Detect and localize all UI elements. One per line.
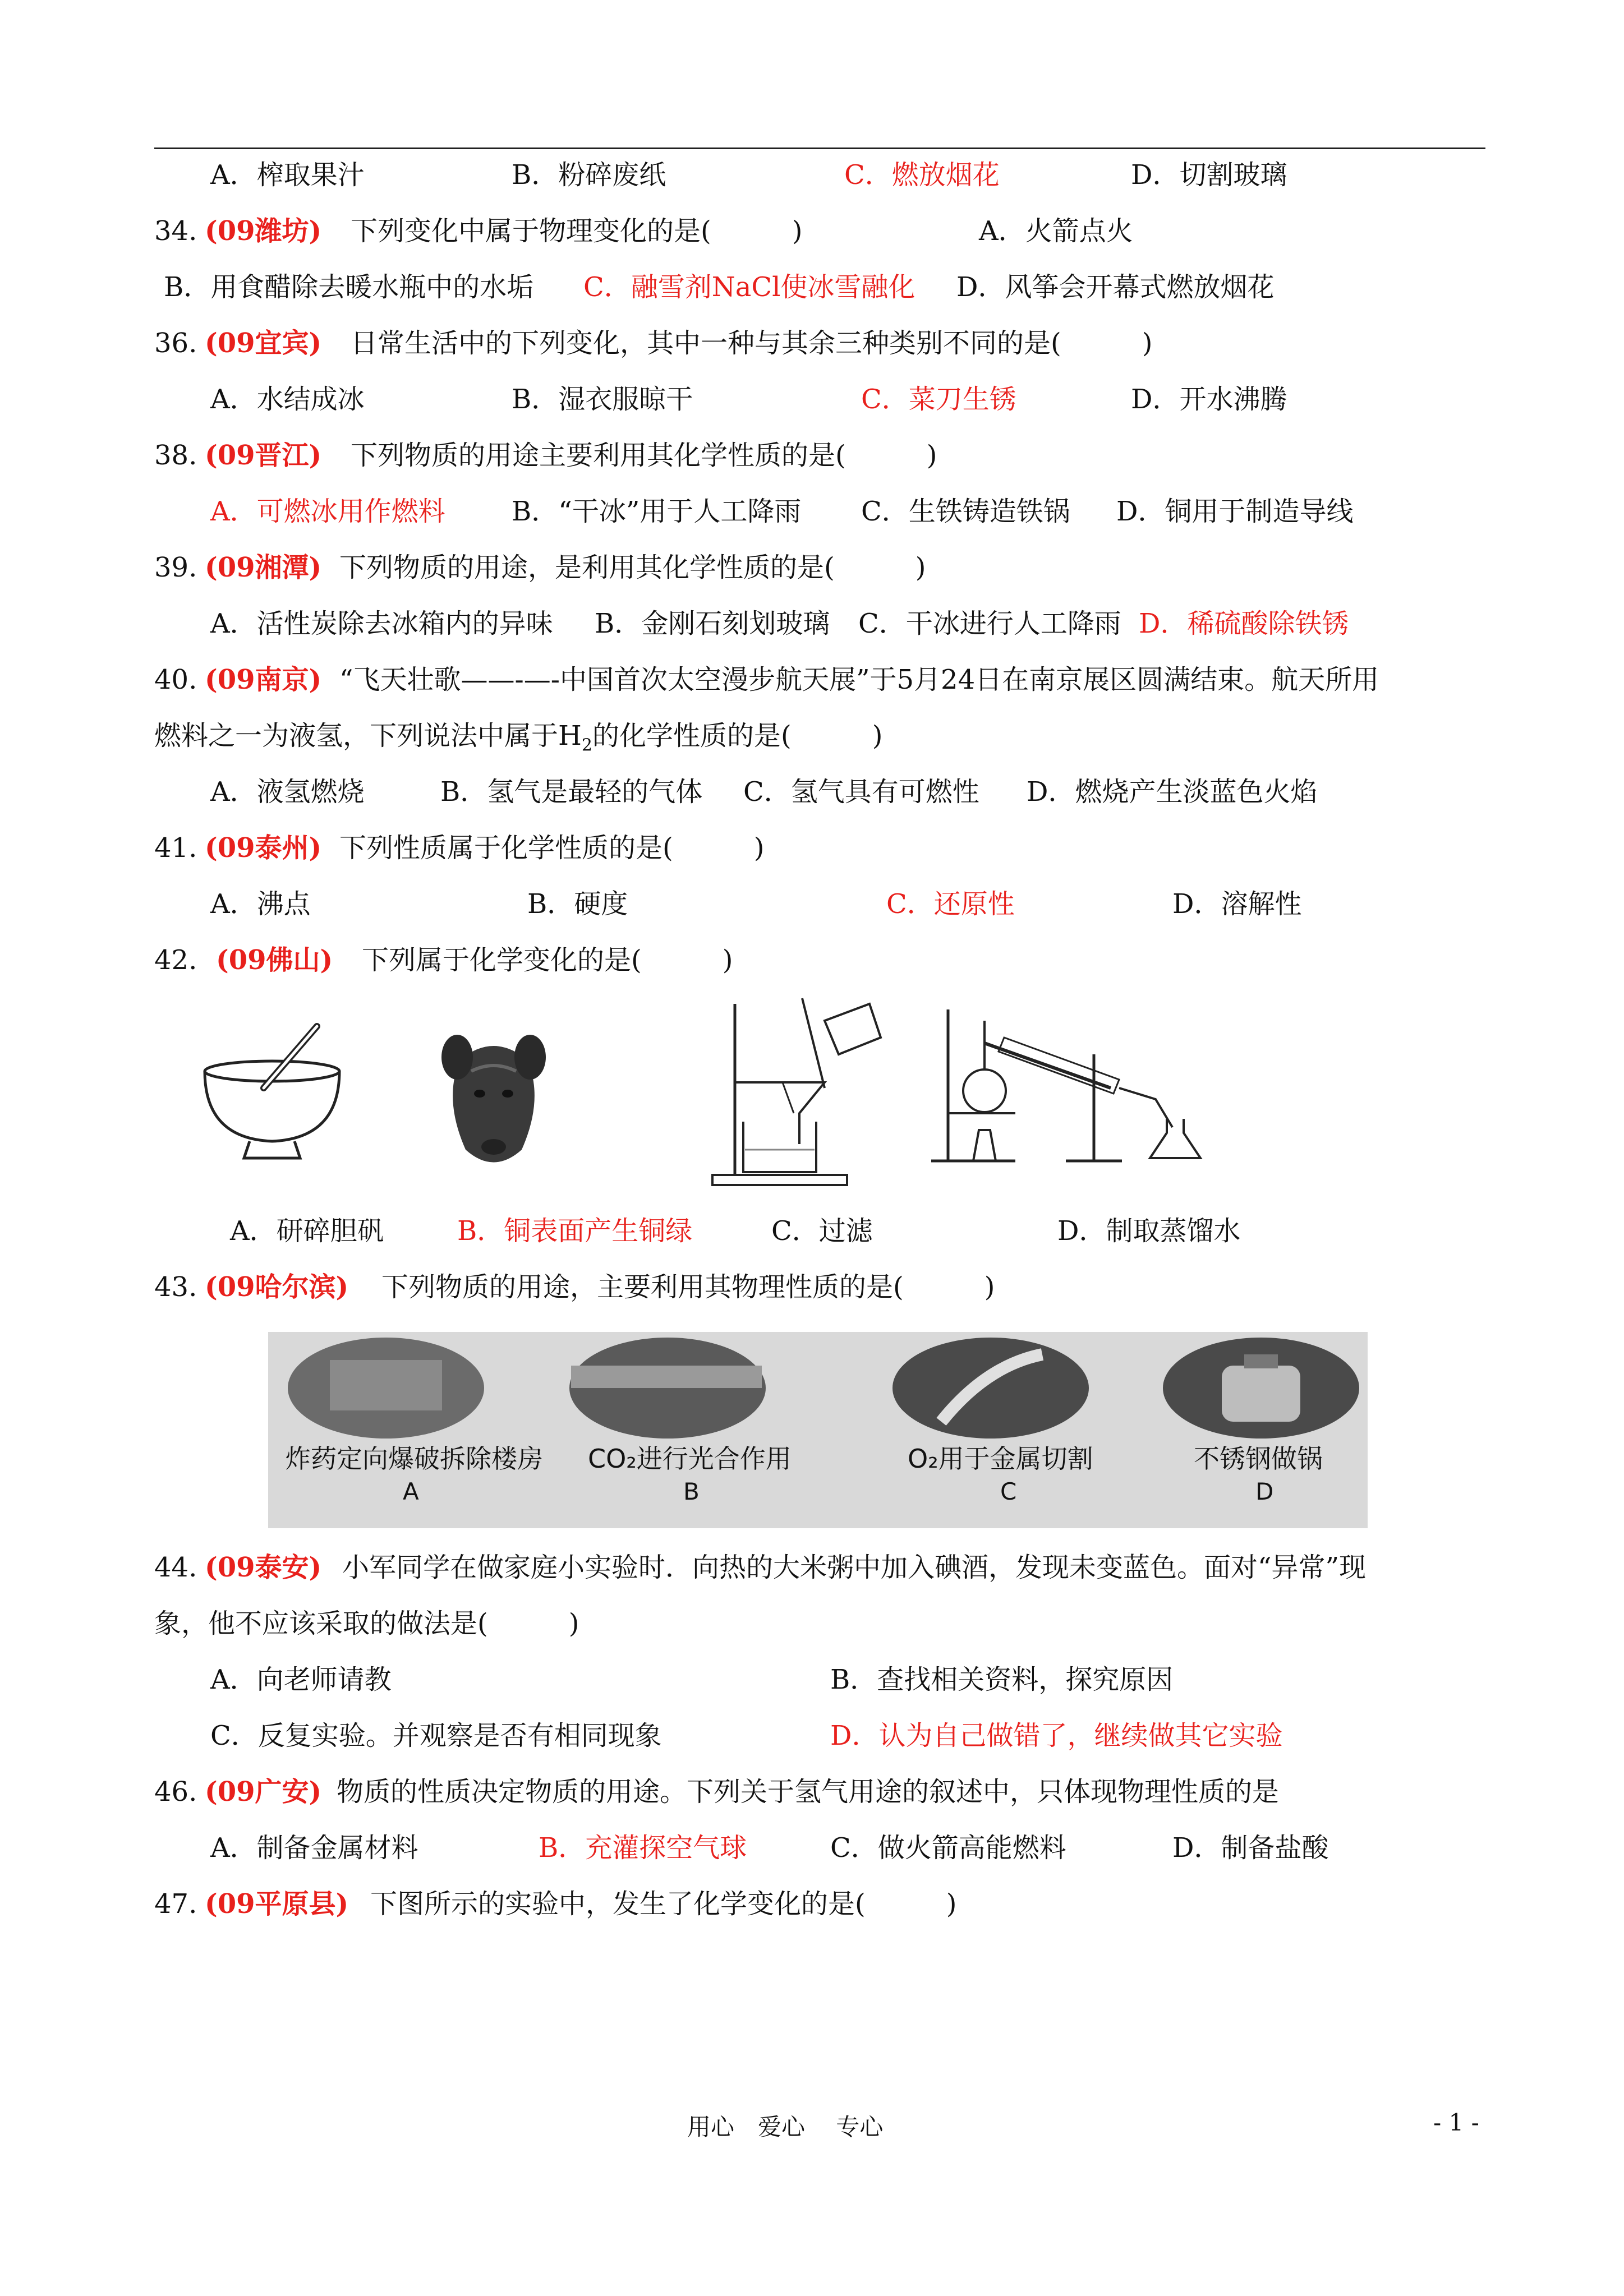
q46-option-b-answer: B．充灌探空气球 bbox=[539, 1832, 747, 1864]
q43-photo-panel bbox=[268, 1332, 1368, 1528]
q36-option-d: D．开水沸腾 bbox=[1131, 384, 1287, 415]
q39-number: 39. bbox=[154, 552, 197, 583]
q39-stem bbox=[0, 540, 1624, 596]
q43-number: 43. bbox=[154, 1271, 197, 1303]
q41-option-b: B．硬度 bbox=[527, 888, 628, 920]
q34-source: (09潍坊) bbox=[205, 215, 322, 247]
q34-question: 下列变化中属于物理变化的是( ) bbox=[351, 215, 803, 247]
q44-option-d-answer: D．认为自己做错了，继续做其它实验 bbox=[830, 1720, 1283, 1751]
q47-stem bbox=[0, 1876, 1624, 1932]
q38-option-a-answer: A．可燃冰用作燃料 bbox=[210, 496, 445, 527]
q44-stem-cont bbox=[0, 1596, 1624, 1652]
q44-question: 小军同学在做家庭小实验时．向热的大米粥中加入碘酒，发现未变蓝色。面对“异常”现 bbox=[342, 1552, 1367, 1583]
q41-question: 下列性质属于化学性质的是( ) bbox=[339, 832, 765, 864]
q43-caption-a: 炸药定向爆破拆除楼房 bbox=[285, 1444, 543, 1474]
q38-number: 38. bbox=[154, 440, 197, 471]
q44-option-c: C．反复实验。并观察是否有相同现象 bbox=[210, 1720, 662, 1751]
q46-question: 物质的性质决定物质的用途。下列关于氢气用途的叙述中，只体现物理性质的是 bbox=[337, 1776, 1280, 1808]
q41-option-d: D．溶解性 bbox=[1172, 888, 1302, 920]
q40-source: (09南京) bbox=[205, 664, 322, 695]
q33-option-d: D．切割玻璃 bbox=[1131, 159, 1287, 191]
filtration-figure bbox=[701, 981, 886, 1189]
q46-option-a: A．制备金属材料 bbox=[210, 1832, 418, 1864]
q43-source: (09哈尔滨) bbox=[205, 1271, 349, 1303]
q44-option-a: A．向老师请教 bbox=[210, 1664, 392, 1695]
q43-photo-ellipses bbox=[268, 1332, 1368, 1528]
q38-source: (09晋江) bbox=[205, 440, 322, 471]
q41-number: 41. bbox=[154, 832, 197, 864]
q46-stem bbox=[0, 1764, 1624, 1820]
q40-option-b: B．氢气是最轻的气体 bbox=[440, 776, 703, 808]
q38-question: 下列物质的用途主要利用其化学性质的是( ) bbox=[351, 440, 937, 471]
q42-stem bbox=[0, 932, 1624, 988]
q44-option-b: B．查找相关资料，探究原因 bbox=[830, 1664, 1174, 1695]
q42-option-b-answer: B．铜表面产生铜绿 bbox=[457, 1215, 693, 1247]
q39-option-d-answer: D．稀硫酸除铁锈 bbox=[1139, 608, 1349, 639]
q42-question: 下列属于化学变化的是( ) bbox=[362, 944, 733, 976]
q44-options-row2 bbox=[0, 1708, 1624, 1764]
q36-stem bbox=[0, 315, 1624, 371]
q34-stem bbox=[0, 203, 1624, 259]
q47-number: 47. bbox=[154, 1888, 197, 1920]
q41-option-c-answer: C．还原性 bbox=[886, 888, 1015, 920]
q36-source: (09宜宾) bbox=[205, 328, 322, 359]
q43-letter-c: C bbox=[1000, 1478, 1017, 1505]
q34-option-d: D．风筝会开幕式燃放烟花 bbox=[956, 271, 1275, 303]
q34-option-a: A．火箭点火 bbox=[979, 215, 1133, 247]
q38-options bbox=[0, 483, 1624, 540]
q36-option-a: A．水结成冰 bbox=[210, 384, 365, 415]
q47-question: 下图所示的实验中，发生了化学变化的是( ) bbox=[370, 1888, 957, 1920]
q44-stem bbox=[0, 1539, 1624, 1596]
q40-stem-cont bbox=[0, 708, 1624, 764]
q42-number: 42. bbox=[154, 944, 197, 976]
q43-caption-d: 不锈钢做锅 bbox=[1194, 1444, 1323, 1474]
q39-question: 下列物质的用途，是利用其化学性质的是( ) bbox=[339, 552, 926, 583]
q40-question: “飞天壮歌——-—-中国首次太空漫步航天展”于5月24日在南京展区圆满结束。航天所用 bbox=[339, 664, 1379, 695]
q41-option-a: A．沸点 bbox=[210, 888, 311, 920]
q36-options bbox=[0, 371, 1624, 427]
q47-source: (09平原县) bbox=[205, 1888, 349, 1920]
q33-option-a: A．榨取果汁 bbox=[210, 159, 365, 191]
q41-stem bbox=[0, 820, 1624, 876]
q40-options bbox=[0, 764, 1624, 820]
copper-head-figure bbox=[438, 1026, 550, 1178]
q39-option-a: A．活性炭除去冰箱内的异味 bbox=[210, 608, 553, 639]
q41-source: (09泰州) bbox=[205, 832, 322, 864]
q42-option-c: C．过滤 bbox=[771, 1215, 873, 1247]
q34-options bbox=[0, 259, 1624, 315]
q40-option-a: A．液氢燃烧 bbox=[210, 776, 365, 808]
q33-option-c-answer: C．燃放烟花 bbox=[844, 159, 1000, 191]
q34-option-b: B．用食醋除去暖水瓶中的水垢 bbox=[164, 271, 534, 303]
q38-option-d: D．铜用于制造导线 bbox=[1116, 496, 1354, 527]
q36-question: 日常生活中的下列变化，其中一种与其余三种类别不同的是( ) bbox=[351, 328, 1153, 359]
q36-option-b: B．湿衣服晾干 bbox=[512, 384, 693, 415]
q46-option-d: D．制备盐酸 bbox=[1172, 1832, 1329, 1864]
q40-number: 40. bbox=[154, 664, 197, 695]
q46-option-c: C．做火箭高能燃料 bbox=[830, 1832, 1066, 1864]
q40-option-d: D．燃烧产生淡蓝色火焰 bbox=[1027, 776, 1318, 808]
q43-caption-c: O₂用于金属切割 bbox=[908, 1444, 1093, 1474]
q44-number: 44. bbox=[154, 1552, 197, 1583]
q43-question: 下列物质的用途，主要利用其物理性质的是( ) bbox=[381, 1271, 995, 1303]
q36-number: 36. bbox=[154, 328, 197, 359]
q39-option-c: C．干冰进行人工降雨 bbox=[858, 608, 1121, 639]
q38-option-c: C．生铁铸造铁锅 bbox=[861, 496, 1070, 527]
q41-options bbox=[0, 876, 1624, 932]
q38-option-b: B．“干冰”用于人工降雨 bbox=[512, 496, 802, 527]
q42-option-a: A．研碎胆矾 bbox=[230, 1215, 384, 1247]
q43-letter-d: D bbox=[1255, 1478, 1274, 1505]
distillation-figure bbox=[926, 1004, 1223, 1167]
q40-stem bbox=[0, 652, 1624, 708]
mortar-pestle-figure bbox=[196, 1009, 348, 1167]
q42-source: (09佛山) bbox=[216, 944, 333, 976]
q43-letter-b: B bbox=[683, 1478, 700, 1505]
q44-question-cont: 象，他不应该采取的做法是( ) bbox=[154, 1608, 579, 1639]
q40-question-cont: 燃料之一为液氢，下列说法中属于$H_2$的化学性质的是( ) bbox=[154, 720, 883, 755]
q44-source: (09泰安) bbox=[205, 1552, 322, 1583]
q34-option-c-answer: C．融雪剂NaCl使冰雪融化 bbox=[583, 271, 915, 303]
q39-source: (09湘潭) bbox=[205, 552, 322, 583]
q36-option-c-answer: C．菜刀生锈 bbox=[861, 384, 1016, 415]
q39-options bbox=[0, 596, 1624, 652]
q39-option-b: B．金刚石刻划玻璃 bbox=[595, 608, 830, 639]
q33-options bbox=[0, 147, 1624, 203]
q46-source: (09广安) bbox=[205, 1776, 322, 1808]
q33-option-b: B．粉碎废纸 bbox=[512, 159, 666, 191]
q34-number: 34. bbox=[154, 215, 197, 247]
footer-motto: 用心 爱心 专心 bbox=[687, 2113, 884, 2141]
q40-option-c: C．氢气具有可燃性 bbox=[743, 776, 979, 808]
q42-option-d: D．制取蒸馏水 bbox=[1057, 1215, 1241, 1247]
page-number: - 1 - bbox=[1433, 2109, 1479, 2136]
q46-options bbox=[0, 1820, 1624, 1876]
q43-caption-b: CO₂进行光合作用 bbox=[588, 1444, 792, 1474]
q38-stem bbox=[0, 427, 1624, 483]
q42-options bbox=[0, 1203, 1624, 1259]
q43-letter-a: A bbox=[403, 1478, 419, 1505]
q43-stem bbox=[0, 1259, 1624, 1315]
q46-number: 46. bbox=[154, 1776, 197, 1808]
q44-options-row1 bbox=[0, 1652, 1624, 1708]
